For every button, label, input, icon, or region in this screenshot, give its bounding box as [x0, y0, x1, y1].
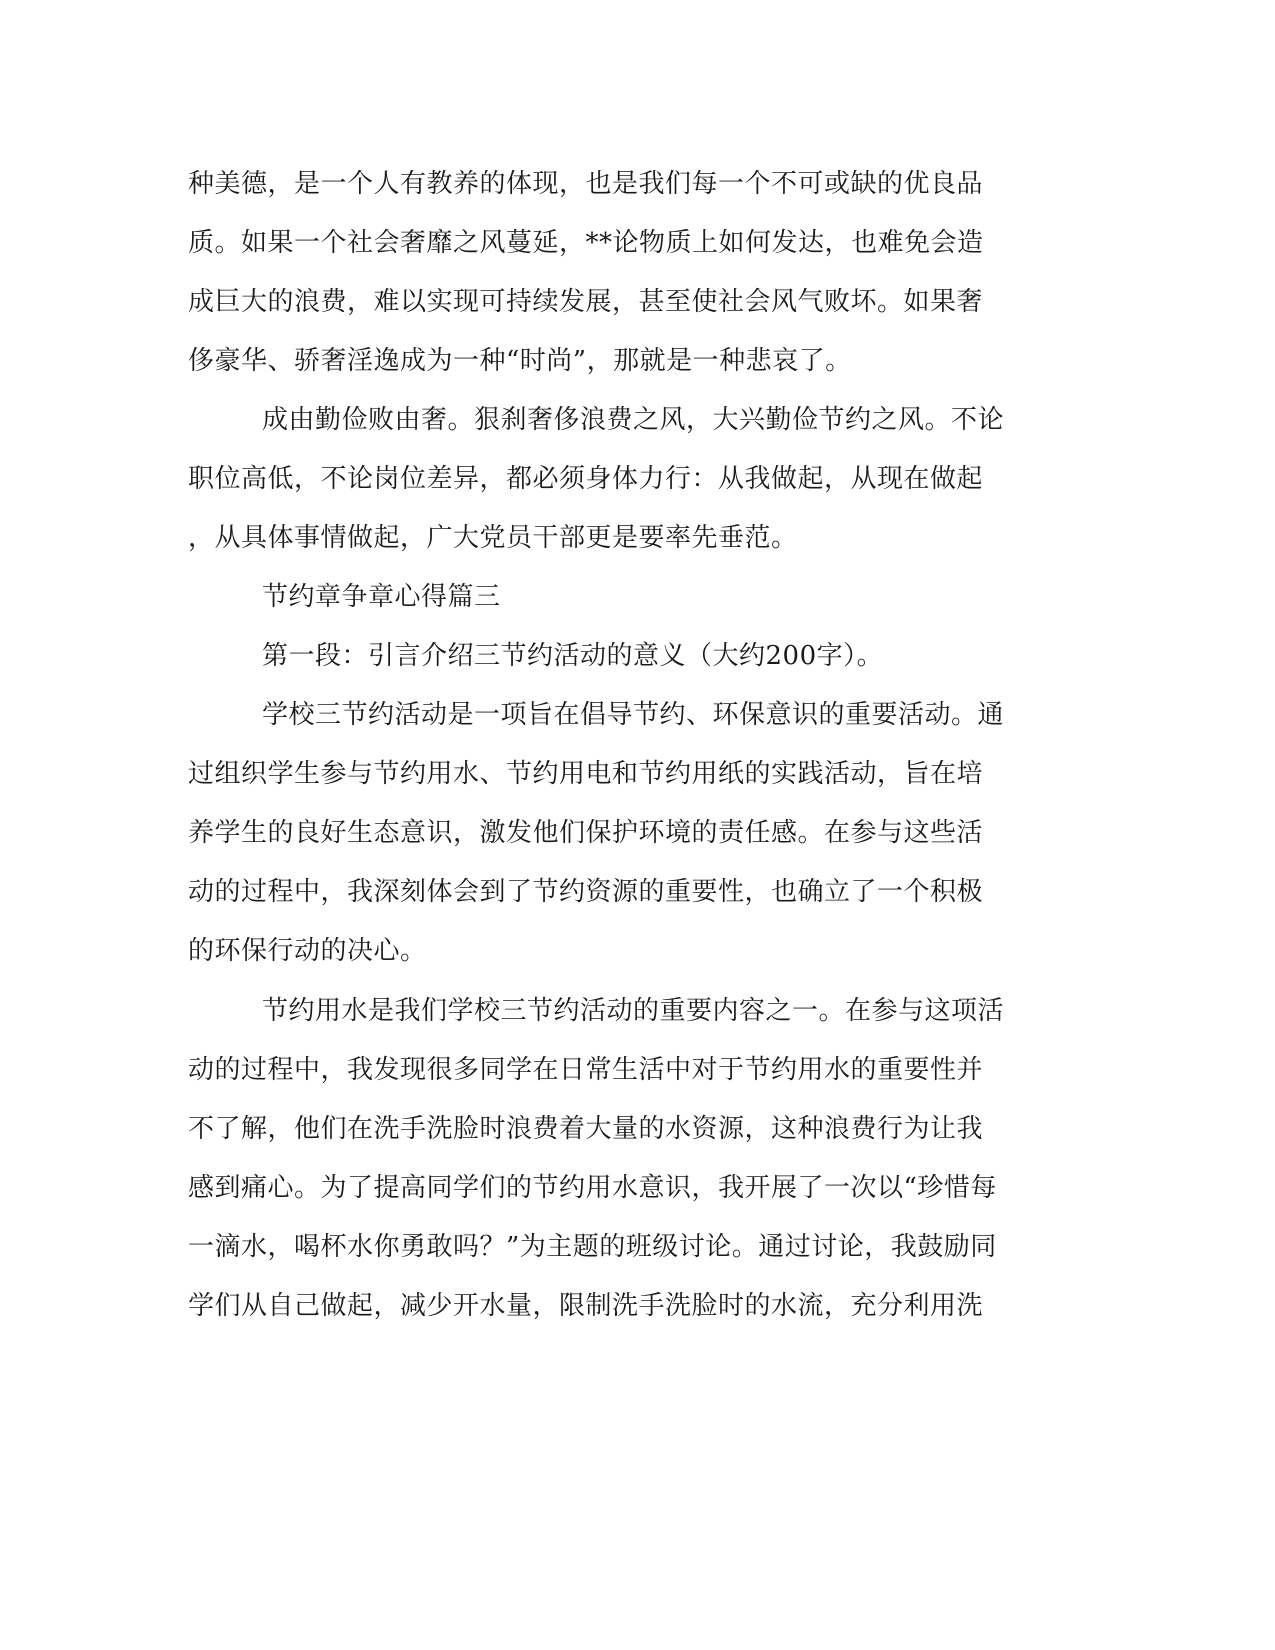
text-line: ，从具体事情做起，广大党员干部更是要率先垂范。: [188, 523, 798, 553]
text-line: 感到痛心。为了提高同学们的节约用水意识，我开展了一次以“珍惜每: [188, 1173, 997, 1203]
text-line: 学们从自己做起，减少开水量，限制洗手洗脸时的水流，充分利用洗: [188, 1291, 984, 1321]
paragraph-first-line: 成由勤俭败由奢。狠刹奢侈浪费之风，大兴勤俭节约之风。不论: [262, 405, 1005, 435]
text-line: 质。如果一个社会奢靡之风蔓延，**论物质上如何发达，也难免会造: [188, 228, 984, 258]
text-line: 动的过程中，我深刻体会到了节约资源的重要性，也确立了一个积极: [188, 877, 984, 907]
paragraph-first-line: 节约用水是我们学校三节约活动的重要内容之一。在参与这项活: [262, 996, 1005, 1026]
text-line: 职位高低，不论岗位差异，都必须身体力行：从我做起，从现在做起: [188, 464, 984, 494]
text-line: 动的过程中，我发现很多同学在日常生活中对于节约用水的重要性并: [188, 1055, 984, 1085]
text-line: 的环保行动的决心。: [188, 936, 427, 966]
text-line: 过组织学生参与节约用水、节约用电和节约用纸的实践活动，旨在培: [188, 759, 984, 789]
text-line: 侈豪华、骄奢淫逸成为一种“时尚”，那就是一种悲哀了。: [188, 346, 852, 376]
subsection-heading: 第一段：引言介绍三节约活动的意义（大约200字）。: [262, 641, 884, 671]
section-heading: 节约章争章心得篇三: [262, 582, 501, 612]
text-line: 养学生的良好生态意识，激发他们保护环境的责任感。在参与这些活: [188, 818, 984, 848]
text-line: 一滴水，喝杯水你勇敢吗？”为主题的班级讨论。通过讨论，我鼓励同: [188, 1232, 997, 1262]
text-line: 成巨大的浪费，难以实现可持续发展，甚至使社会风气败坏。如果奢: [188, 287, 984, 317]
text-line: 不了解，他们在洗手洗脸时浪费着大量的水资源，这种浪费行为让我: [188, 1114, 984, 1144]
text-line: 种美德，是一个人有教养的体现，也是我们每一个不可或缺的优良品: [188, 169, 984, 199]
paragraph-first-line: 学校三节约活动是一项旨在倡导节约、环保意识的重要活动。通: [262, 700, 1005, 730]
